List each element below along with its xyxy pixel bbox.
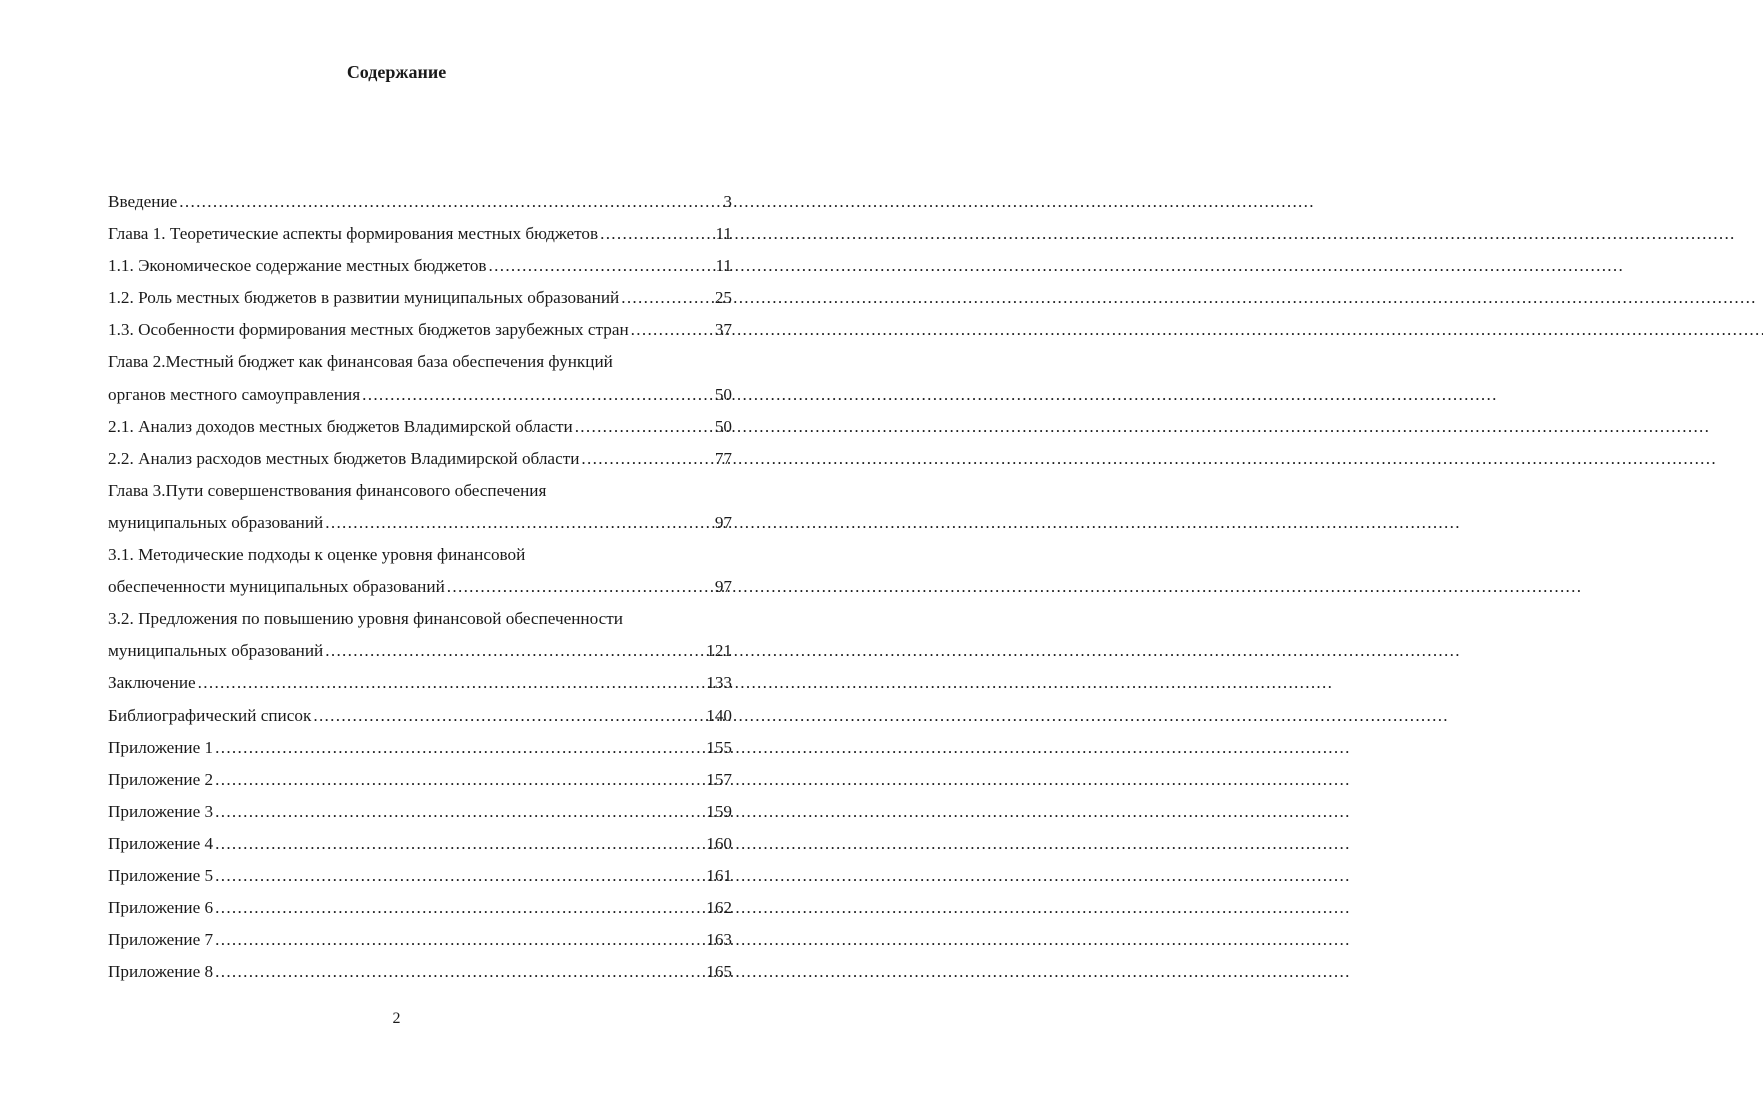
page-number: 2 <box>392 1010 401 1027</box>
toc-entry <box>108 475 732 507</box>
toc-entry-page: 159 <box>706 801 732 821</box>
toc-entry <box>108 764 732 796</box>
toc-entry <box>108 796 732 828</box>
toc-entry-page: 97 <box>714 577 732 597</box>
toc-dot-leader <box>362 379 711 411</box>
toc-entry-label: Глава 2.Местный бюджет как финансовая база обеспечения функций <box>108 352 613 372</box>
toc-dot-leader <box>215 892 702 924</box>
toc-entry-label: Заключение <box>108 673 196 693</box>
toc-entry <box>108 635 732 667</box>
toc-entry-label: Приложение 2 <box>108 769 214 789</box>
toc-entry-page: 50 <box>714 384 732 404</box>
toc-entry-page: 161 <box>706 865 732 885</box>
toc-entry-label: 2.1. Анализ доходов местных бюджетов Владимирской области <box>108 416 573 436</box>
toc-entry-label: муниципальных образований <box>108 512 324 532</box>
toc-dot-leader <box>325 635 702 667</box>
toc-entry <box>108 186 732 218</box>
toc-entry-page: 37 <box>714 320 732 340</box>
toc-entry-label: Введение <box>108 192 178 211</box>
toc-entry <box>108 732 732 764</box>
toc-entry-page: 121 <box>706 641 732 661</box>
toc-entry <box>108 700 732 732</box>
toc-entry-label: Приложение 5 <box>108 865 214 885</box>
toc-entry <box>108 667 732 699</box>
toc-entry-page: 50 <box>714 416 732 436</box>
toc-entry <box>108 892 732 924</box>
toc-entry-label: 3.2. Предложения по повышению уровня финансовой обеспеченности <box>108 609 623 629</box>
table-of-contents <box>108 186 732 988</box>
toc-dot-leader <box>215 956 702 988</box>
toc-entry-label: муниципальных образований <box>108 641 324 661</box>
toc-entry-label: Приложение 8 <box>108 962 214 982</box>
toc-dot-leader <box>631 314 711 346</box>
toc-entry <box>108 828 732 860</box>
toc-entry-page: 11 <box>715 224 732 244</box>
toc-entry-page: 11 <box>715 256 732 276</box>
toc-entry <box>108 250 732 282</box>
toc-entry-page: 133 <box>706 673 732 693</box>
toc-entry <box>108 443 732 475</box>
toc-entry-label: Глава 1. Теоретические аспекты формирования местных бюджетов <box>108 224 599 244</box>
toc-entry-page: 3 <box>723 192 732 211</box>
toc-entry-label: 1.2. Роль местных бюджетов в развитии муниципальных образований <box>108 288 620 308</box>
toc-entry-page: 155 <box>706 737 732 757</box>
toc-dot-leader <box>489 250 712 282</box>
toc-entry-label: 3.1. Методические подходы к оценке уровня финансовой <box>108 545 526 565</box>
toc-entry-label: 1.3. Особенности формирования местных бюджетов зарубежных стран <box>108 320 629 340</box>
toc-dot-leader <box>215 924 702 956</box>
toc-entry <box>108 314 732 346</box>
toc-entry-label: Приложение 4 <box>108 833 214 853</box>
toc-dot-leader <box>215 860 702 892</box>
toc-dot-leader <box>600 218 711 250</box>
toc-entry <box>108 346 732 378</box>
toc-entry-page: 163 <box>706 930 732 950</box>
toc-entry-label: 1.1. Экономическое содержание местных бюджетов <box>108 256 487 276</box>
toc-entry-label: органов местного самоуправления <box>108 384 361 404</box>
toc-dot-leader <box>179 186 719 218</box>
toc-entry <box>108 507 732 539</box>
toc-entry <box>108 379 732 411</box>
toc-entry-page: 25 <box>714 288 732 308</box>
toc-entry-page: 140 <box>706 705 732 725</box>
toc-entry-label: Глава 3.Пути совершенствования финансового обеспечения <box>108 480 547 500</box>
toc-entry-label: Приложение 3 <box>108 801 214 821</box>
toc-entry-label: Приложение 6 <box>108 898 214 918</box>
toc-entry <box>108 411 732 443</box>
toc-entry <box>108 282 732 314</box>
toc-entry <box>108 603 732 635</box>
toc-entry <box>108 924 732 956</box>
toc-entry <box>108 539 732 571</box>
toc-entry-page: 77 <box>714 448 732 468</box>
toc-dot-leader <box>581 443 710 475</box>
toc-dot-leader <box>447 571 711 603</box>
toc-entry-page: 165 <box>706 962 732 982</box>
toc-entry <box>108 860 732 892</box>
toc-entry <box>108 956 732 988</box>
toc-dot-leader <box>215 732 702 764</box>
toc-dot-leader <box>198 667 703 699</box>
toc-entry-page: 157 <box>706 769 732 789</box>
toc-dot-leader <box>215 764 702 796</box>
toc-entry-label: обеспеченности муниципальных образований <box>108 577 445 597</box>
toc-dot-leader <box>215 828 702 860</box>
document-page <box>0 0 793 1097</box>
toc-dot-leader <box>325 507 711 539</box>
toc-entry-page: 97 <box>714 512 732 532</box>
toc-entry-label: 2.2. Анализ расходов местных бюджетов Владимирской области <box>108 448 580 468</box>
toc-entry <box>108 571 732 603</box>
toc-dot-leader <box>215 796 702 828</box>
toc-dot-leader <box>313 700 702 732</box>
toc-entry <box>108 218 732 250</box>
toc-dot-leader <box>575 411 711 443</box>
toc-entry-label: Библиографический список <box>108 705 312 725</box>
toc-entry-page: 160 <box>706 833 732 853</box>
toc-entry-page: 162 <box>706 898 732 918</box>
page-title: Содержание <box>346 62 447 82</box>
toc-entry-label: Приложение 1 <box>108 737 214 757</box>
toc-dot-leader <box>621 282 711 314</box>
toc-entry-label: Приложение 7 <box>108 930 214 950</box>
